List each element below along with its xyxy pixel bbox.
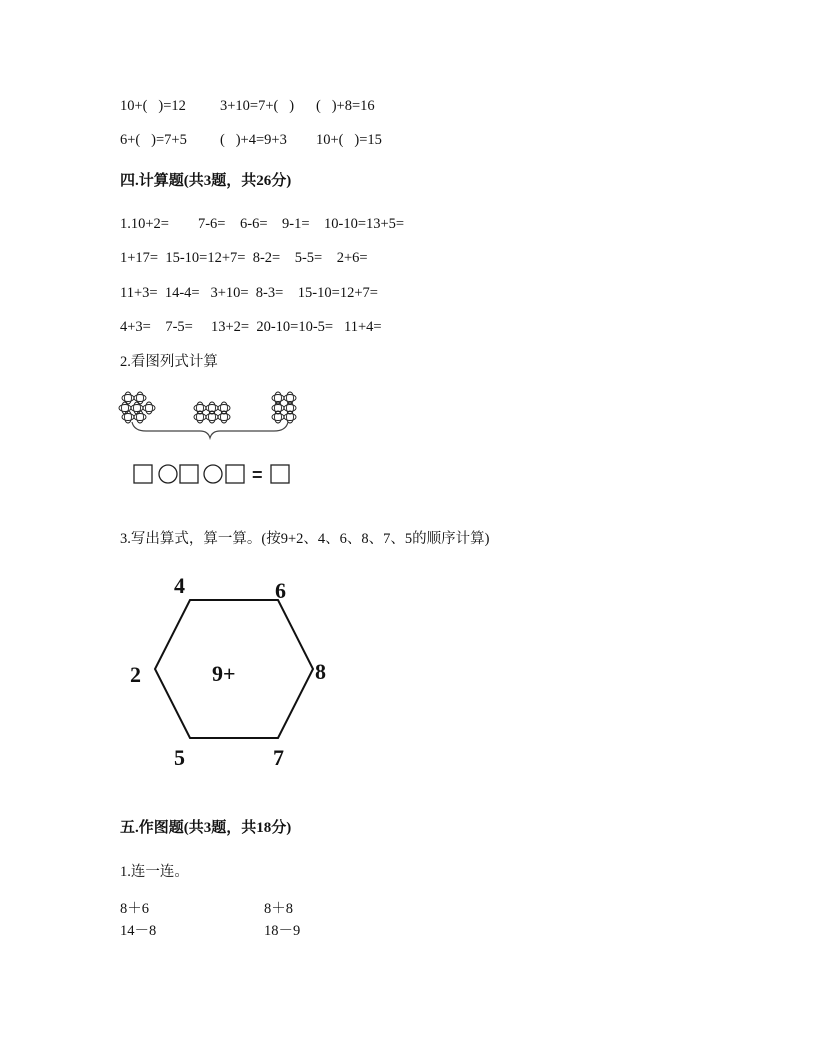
calc-row-4: 4+3= 7-5= 13+2= 20-10=10-5= 11+4= <box>120 319 382 335</box>
brace <box>132 422 288 438</box>
answer-box-2 <box>180 465 198 483</box>
vertex-label-bottom-right: 7 <box>273 745 284 770</box>
blank-eq-1-2: 3+10=7+( ) <box>220 98 295 114</box>
petal-group-middle <box>194 402 230 423</box>
vertex-label-right: 8 <box>315 659 326 684</box>
blank-eq-2-2: ( )+4=9+3 <box>220 132 287 148</box>
vertex-label-bottom-left: 5 <box>174 745 185 770</box>
answer-template <box>133 463 293 487</box>
blank-eq-2-3: 10+( )=15 <box>316 132 382 148</box>
calc-row-3: 11+3= 14-4= 3+10= 8-3= 15-10=12+7= <box>120 285 378 301</box>
section-5-title: 五.作图题(共3题，共18分) <box>120 820 292 836</box>
connect-right-2: 18－9 <box>264 923 301 939</box>
question-3-title: 3.写出算式，算一算。(按9+2、4、6、8、7、5的顺序计算) <box>120 531 490 547</box>
answer-box-3 <box>226 465 244 483</box>
connect-question-title: 1.连一连。 <box>120 864 189 880</box>
calc-row-1: 1.10+2= 7-6= 6-6= 9-1= 10-10=13+5= <box>120 216 405 232</box>
blank-eq-1-1: 10+( )=12 <box>120 98 186 114</box>
connect-left-1: 8＋6 <box>120 901 149 917</box>
equals-sign: = <box>252 465 263 485</box>
question-2-title: 2.看图列式计算 <box>120 354 218 370</box>
answer-box-result <box>271 465 289 483</box>
blank-eq-1-3: ( )+8=16 <box>316 98 375 114</box>
connect-right-1: 8＋8 <box>264 901 293 917</box>
vertex-label-top-left: 4 <box>174 573 185 598</box>
calc-row-2: 1+17= 15-10=12+7= 8-2= 5-5= 2+6= <box>120 250 368 266</box>
hexagon-center-label: 9+ <box>212 661 236 686</box>
blank-eq-2-1: 6+( )=7+5 <box>120 132 187 148</box>
petal-group-left <box>119 392 155 423</box>
petal-group-right <box>272 392 296 423</box>
section-4-title: 四.计算题(共3题，共26分) <box>120 173 292 189</box>
answer-box-1 <box>134 465 152 483</box>
vertex-label-left: 2 <box>130 662 141 687</box>
operator-circle-2 <box>204 465 222 483</box>
petal-groups-figure <box>118 390 308 450</box>
operator-circle-1 <box>159 465 177 483</box>
vertex-label-top-right: 6 <box>275 578 286 603</box>
connect-left-2: 14－8 <box>120 923 157 939</box>
